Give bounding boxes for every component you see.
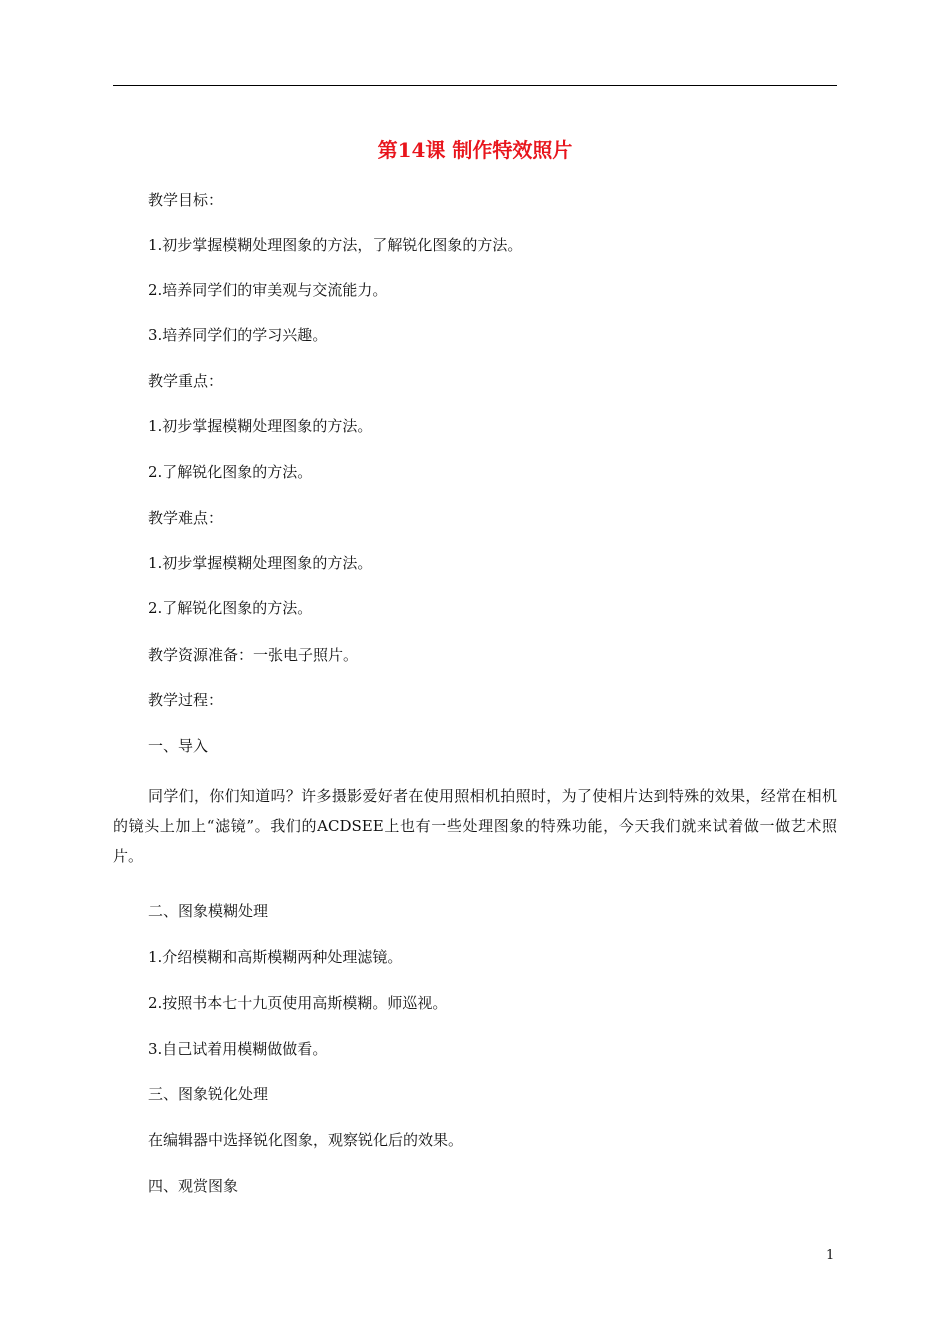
section-heading-key-points: 教学重点： bbox=[148, 372, 224, 390]
resources-line: 教学资源准备：一张电子照片。 bbox=[148, 646, 359, 664]
key-point-item-2: 2.了解锐化图象的方法。 bbox=[148, 463, 313, 481]
intro-paragraph: 同学们，你们知道吗？许多摄影爱好者在使用照相机拍照时，为了使相片达到特殊的效果，经常在相机的镜头上加上“滤镜”。我们的ACDSEE上也有一些处理图象的特殊功能，今天我们就来试着做一做艺术照片。 bbox=[113, 787, 837, 865]
blur-item-1: 1.介绍模糊和高斯模糊两种处理滤镜。 bbox=[148, 948, 403, 966]
section-heading-objectives: 教学目标： bbox=[148, 191, 224, 209]
blur-item-3: 3.自己试着用模糊做做看。 bbox=[148, 1040, 328, 1058]
document-title: 第14课 制作特效照片 bbox=[377, 138, 573, 162]
blur-item-2: 2.按照书本七十九页使用高斯模糊。师巡视。 bbox=[148, 994, 448, 1012]
step-heading-view: 四、观赏图象 bbox=[148, 1177, 239, 1195]
objective-item-1: 1.初步掌握模糊处理图象的方法，了解锐化图象的方法。 bbox=[148, 236, 523, 254]
objective-item-3: 3.培养同学们的学习兴趣。 bbox=[148, 326, 328, 344]
step-heading-blur: 二、图象模糊处理 bbox=[148, 902, 269, 920]
step-heading-sharpen: 三、图象锐化处理 bbox=[148, 1085, 269, 1103]
sharpen-item: 在编辑器中选择锐化图象，观察锐化后的效果。 bbox=[148, 1131, 464, 1149]
key-point-item-1: 1.初步掌握模糊处理图象的方法。 bbox=[148, 417, 373, 435]
difficulty-item-2: 2.了解锐化图象的方法。 bbox=[148, 599, 313, 617]
objective-item-2: 2.培养同学们的审美观与交流能力。 bbox=[148, 281, 388, 299]
difficulty-item-1: 1.初步掌握模糊处理图象的方法。 bbox=[148, 554, 373, 572]
header-rule bbox=[113, 85, 837, 86]
step-heading-intro: 一、导入 bbox=[148, 737, 209, 755]
page-number: 1 bbox=[826, 1248, 835, 1263]
section-heading-difficulties: 教学难点： bbox=[148, 509, 224, 527]
section-heading-process: 教学过程： bbox=[148, 691, 224, 709]
